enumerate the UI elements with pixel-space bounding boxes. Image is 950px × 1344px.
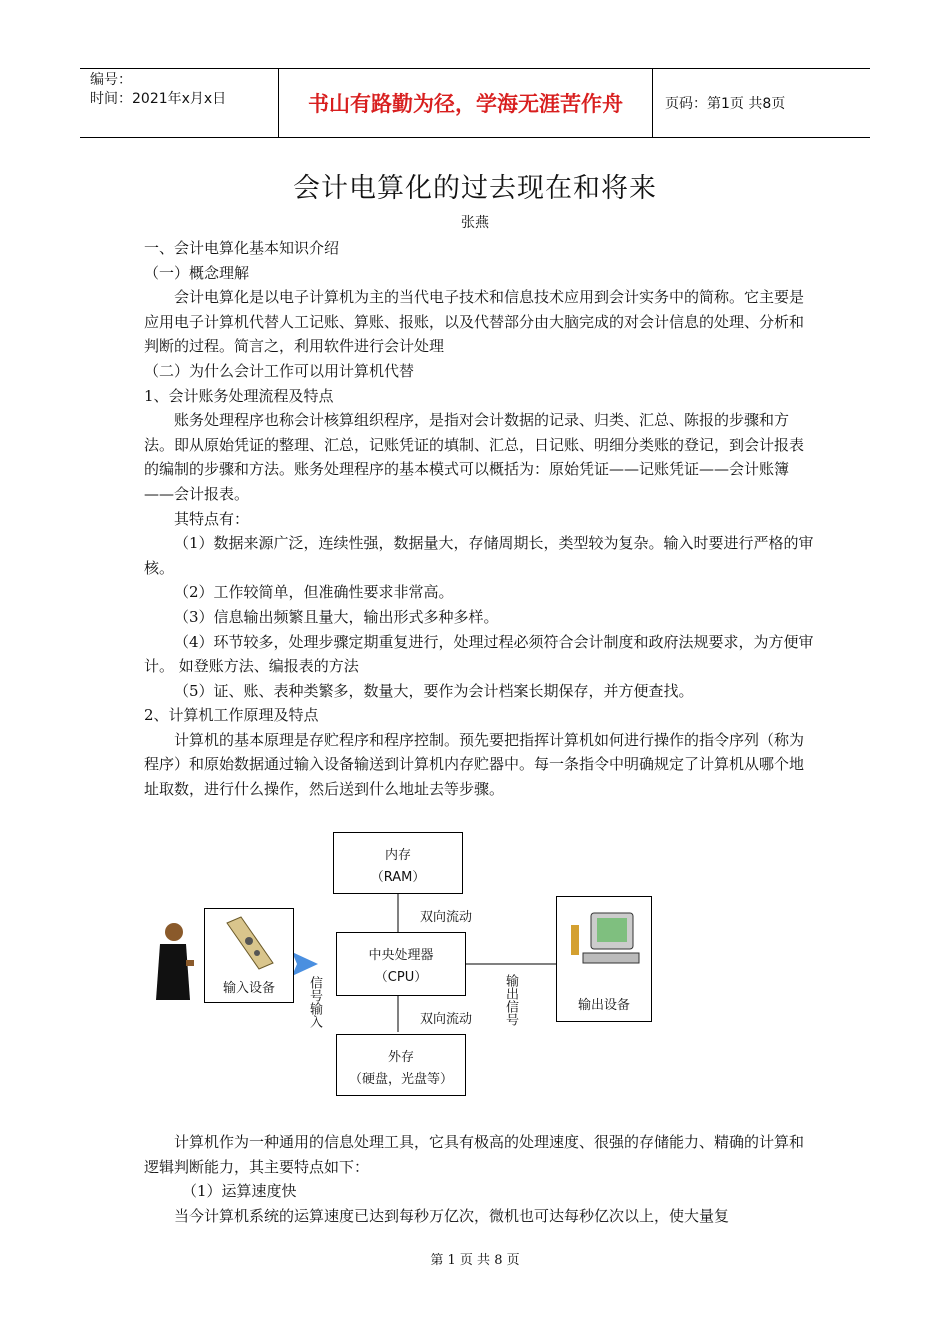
storage-box <box>336 1034 466 1096</box>
body-text-1 <box>144 236 814 802</box>
memory-box <box>333 832 463 894</box>
arrow-icon <box>292 952 318 976</box>
number-label: 编号： <box>90 72 132 88</box>
person-icon <box>146 920 196 1000</box>
date-label: 时间：2021年x月x日 <box>90 91 227 107</box>
cpu-box <box>336 932 466 996</box>
subheading-1: （一）概念理解 <box>144 263 250 282</box>
heading-1-1: 1、会计账务处理流程及特点 <box>144 386 334 405</box>
signal-out-label: 输出信号 <box>503 974 518 1026</box>
input-device-box <box>204 908 294 1003</box>
computer-icon <box>565 903 645 983</box>
keyboard-icon <box>219 913 279 973</box>
paragraph: 会计电算化是以电子计算机为主的当代电子技术和信息技术应用到会计实务中的简称。它主要是应用电子计算机代替人工记账、算账、报账，以及代替部分由大脑完成的对会计信息的处理、分析和判断的过程。简言之，利用软件进行会计处理 <box>144 288 805 356</box>
document-title: 会计电算化的过去现在和将来 <box>293 173 657 204</box>
list-item: （2）工作较简单，但准确性要求非常高。 <box>174 583 454 602</box>
page-header <box>80 68 870 138</box>
memory-label: 内存 <box>384 848 411 863</box>
header-page-label: 页码：第1页 共8页 <box>665 96 786 112</box>
header-meta <box>80 69 279 137</box>
subheading-2: （二）为什么会计工作可以用计算机代替 <box>144 361 415 380</box>
list-item: （4）环节较多，处理步骤定期重复进行，处理过程必须符合会计制度和政府法规要求，为方便审计。 如登账方法、编报表的方法 <box>144 632 814 676</box>
list-item: （1）数据来源广泛，连续性强，数据量大，存储周期长，类型较为复杂。输入时要进行严格的审核。 <box>144 534 814 577</box>
header-motto: 书山有路勤为径，学海无涯苦作舟 <box>279 69 653 137</box>
flow-bottom-label: 双向流动 <box>420 1012 473 1027</box>
cpu-label: 中央处理器 <box>368 948 434 963</box>
cpu-sub-label: （CPU） <box>374 970 428 985</box>
page-footer: 第 1 页 共 8 页 <box>430 1253 520 1268</box>
storage-label: 外存 <box>387 1050 414 1065</box>
heading-1-2: 2、计算机工作原理及特点 <box>144 706 319 725</box>
memory-sub-label: （RAM） <box>370 870 426 885</box>
list-item: （3）信息输出频繁且量大，输出形式多种多样。 <box>174 607 499 626</box>
document-author: 张燕 <box>461 215 489 231</box>
signal-in-label: 信号输入 <box>307 976 322 1028</box>
list-item: （1）运算速度快 <box>182 1182 297 1201</box>
output-device-label: 输出设备 <box>577 998 630 1013</box>
paragraph: 计算机的基本原理是存贮程序和程序控制。预先要把指挥计算机如何进行操作的指令序列（称为程序）和原始数据通过输入设备输送到计算机内存贮器中。每一条指令中明确规定了计算机从哪个地址取数，进行什么操作，然后送到什么地址去等步骤。 <box>144 730 805 799</box>
list-item: （5）证、账、表种类繁多，数量大，要作为会计档案长期保存，并方便查找。 <box>174 681 694 700</box>
output-device-box <box>556 896 652 1022</box>
paragraph: 计算机作为一种通用的信息处理工具，它具有极高的处理速度、很强的存储能力、精确的计算和逻辑判断能力，其主要特点如下： <box>144 1133 805 1176</box>
body-text-2 <box>144 1130 814 1228</box>
flow-top-label: 双向流动 <box>420 910 473 925</box>
storage-sub-label: （硬盘，光盘等） <box>348 1072 453 1087</box>
input-device-label: 输入设备 <box>222 981 275 996</box>
paragraph: 账务处理程序也称会计核算组织程序，是指对会计数据的记录、归类、汇总、陈报的步骤和方法。即从原始凭证的整理、汇总，记账凭证的填制、汇总，日记账、明细分类账的登记，到会计报表的编制的步骤和方法。账务处理程序的基本模式可以概括为：原始凭证——记账凭证——会计账簿——会计报表。 <box>144 411 805 503</box>
paragraph: 当今计算机系统的运算速度已达到每秒万亿次，微机也可达每秒亿次以上，使大量复 <box>174 1206 730 1225</box>
paragraph: 其特点有： <box>174 509 250 528</box>
heading-1: 一、会计电算化基本知识介绍 <box>144 239 340 257</box>
computer-architecture-diagram <box>140 828 680 1108</box>
